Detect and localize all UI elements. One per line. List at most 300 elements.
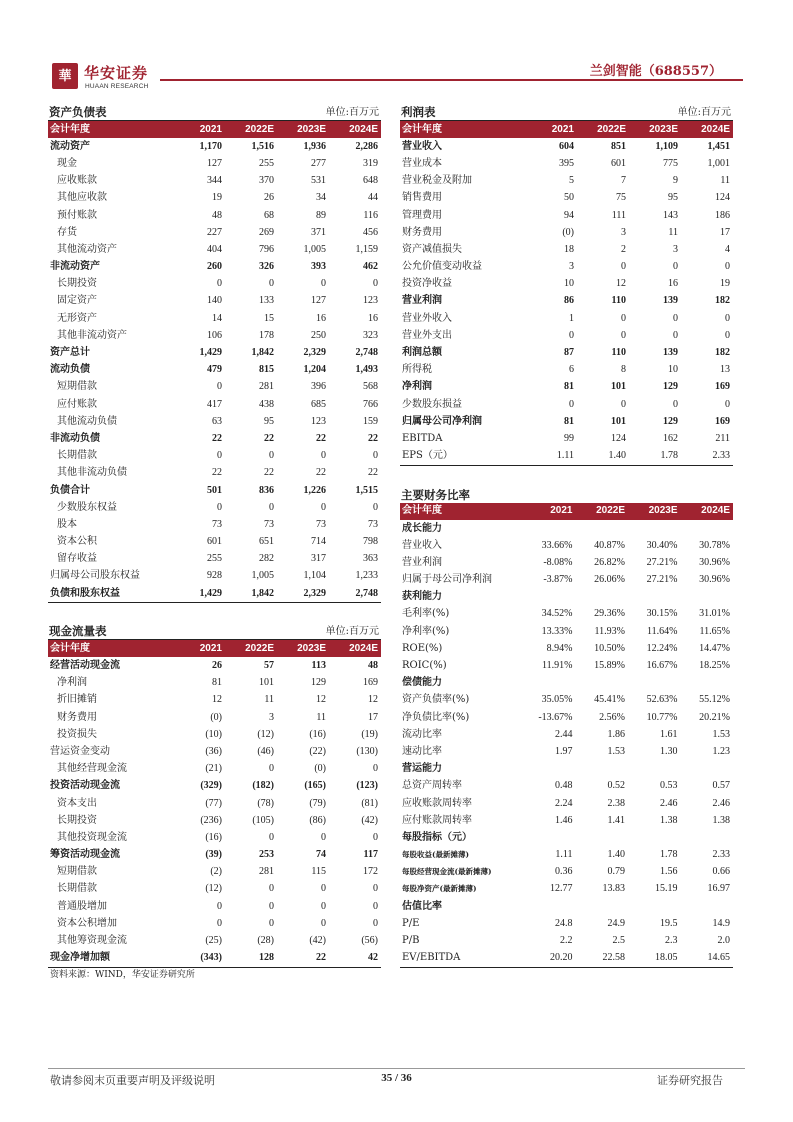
table-cell: 123 <box>311 415 326 427</box>
table-cell: 27.21% <box>646 574 678 586</box>
table-cell: 186 <box>715 209 730 221</box>
row-label: 营运能力 <box>402 763 442 775</box>
row-label: 其他非流动负债 <box>57 467 127 479</box>
row-label: 营运资金变动 <box>50 745 110 757</box>
table-cell: 10.77% <box>646 711 678 723</box>
row-label: 少数股东权益 <box>57 501 117 513</box>
table-cell: 182 <box>715 295 730 307</box>
table-row <box>48 516 381 533</box>
table-cell: 14.47% <box>699 642 730 654</box>
row-label: 资本公积增加 <box>57 917 117 929</box>
table-cell: (56) <box>361 935 378 947</box>
table-cell: 128 <box>225 950 277 968</box>
table-cell: 0.79 <box>607 866 625 878</box>
table-cell: 0.53 <box>660 780 678 792</box>
row-label: 其他流动资产 <box>57 243 117 255</box>
table-cell: 20.20 <box>523 950 576 968</box>
table-cell: 601 <box>611 157 626 169</box>
table-cell: 31.01% <box>699 608 730 620</box>
table-cell: 1.11 <box>525 448 577 466</box>
row-label: 净利润 <box>402 381 432 393</box>
table-cell: 113 <box>311 660 326 672</box>
row-label: 估值比率 <box>402 900 442 912</box>
row-label: 净利润 <box>57 677 87 689</box>
table-cell <box>523 520 576 537</box>
table-cell: 30.96% <box>699 574 730 586</box>
table-row <box>400 589 733 606</box>
table-cell: 12 <box>316 694 326 706</box>
table-row <box>48 778 381 795</box>
table-cell: 12 <box>616 278 626 290</box>
table-cell: (12) <box>257 728 274 740</box>
table-row <box>48 585 381 603</box>
table-cell: 20.21% <box>699 711 730 723</box>
table-cell: 462 <box>363 261 378 273</box>
table-cell: 139 <box>663 295 678 307</box>
table-cell: 87 <box>564 347 574 359</box>
row-label: 其他投资现金流 <box>57 831 127 843</box>
table-row <box>48 448 381 465</box>
row-label: 长期借款 <box>57 883 97 895</box>
table-row <box>48 761 381 778</box>
table-cell: 1,451 <box>707 140 730 152</box>
table-cell: 24.9 <box>607 917 625 929</box>
logo-text-cn: 华安证券 <box>84 64 149 82</box>
table-cell: 250 <box>311 329 326 341</box>
table-cell: 22 <box>277 950 329 968</box>
table-cell <box>523 898 576 915</box>
table-row <box>48 327 381 344</box>
table-cell: (2) <box>210 866 222 878</box>
row-label: 应付账款周转率 <box>402 814 472 826</box>
table-cell: 11.64% <box>647 625 678 637</box>
table-cell <box>628 829 681 846</box>
table-cell: 323 <box>363 329 378 341</box>
column-header: 会计年度 <box>400 503 523 520</box>
table-row <box>48 241 381 258</box>
table-cell: 68 <box>264 209 274 221</box>
table-cell: 2.56% <box>599 711 625 723</box>
header-divider <box>160 79 743 81</box>
table-row <box>400 572 733 589</box>
table-cell: 1.38 <box>712 814 730 826</box>
table-cell: 13.33% <box>541 625 573 637</box>
table-cell: 1.40 <box>577 448 629 466</box>
table-cell: 531 <box>311 175 326 187</box>
table-cell: 260 <box>207 261 222 273</box>
table-cell: (42) <box>309 935 326 947</box>
table-cell: 169 <box>715 381 730 393</box>
table-row <box>400 743 733 760</box>
table-cell: 13.83 <box>602 883 625 895</box>
table-cell <box>681 898 734 915</box>
table-cell: 8.94% <box>546 642 573 654</box>
cash-flow-table <box>48 640 381 968</box>
table-cell: 1,842 <box>225 585 277 603</box>
table-cell: 2.38 <box>607 797 625 809</box>
table-cell: 16 <box>316 312 326 324</box>
table-row <box>400 623 733 640</box>
row-label: 速动比率 <box>402 745 442 757</box>
row-label: 投资活动现金流 <box>50 780 120 792</box>
source-note: 资料来源：WIND，华安证券研究所 <box>50 970 195 980</box>
table-cell: 18.25% <box>699 660 730 672</box>
table-row <box>48 932 381 949</box>
row-label: EPS（元） <box>400 448 525 466</box>
table-cell: 1,493 <box>355 364 378 376</box>
table-row <box>48 898 381 915</box>
table-cell: 601 <box>207 536 222 548</box>
row-label: 其他经营现金流 <box>57 763 127 775</box>
table-row <box>48 413 381 430</box>
table-row <box>48 950 381 968</box>
row-label: 管理费用 <box>402 209 442 221</box>
table-cell: 796 <box>259 243 274 255</box>
table-row <box>48 657 381 674</box>
table-row <box>48 276 381 293</box>
table-row <box>400 537 733 554</box>
table-cell: 12.24% <box>646 642 678 654</box>
table-row <box>400 276 733 293</box>
column-header: 2022E <box>225 121 277 138</box>
table-cell: 42 <box>329 950 381 968</box>
table-cell: 99 <box>564 432 574 444</box>
table-row <box>48 534 381 551</box>
row-label: 短期借款 <box>57 866 97 878</box>
table-row <box>400 864 733 881</box>
table-cell: 22 <box>368 432 378 444</box>
table-cell: 766 <box>363 398 378 410</box>
table-row <box>400 396 733 413</box>
table-cell <box>628 520 681 537</box>
table-header-row <box>400 121 733 138</box>
table-row <box>400 606 733 623</box>
table-cell: 35.05% <box>541 694 573 706</box>
row-label: 无形资产 <box>57 312 97 324</box>
row-label: 应收账款 <box>57 175 97 187</box>
table-cell: 0 <box>373 883 378 895</box>
row-label: 每股净资产(最新摊薄) <box>402 884 477 894</box>
table-cell: 5 <box>569 175 574 187</box>
table-cell: 55.12% <box>699 694 730 706</box>
row-label: 资产总计 <box>50 347 90 359</box>
table-row <box>48 344 381 361</box>
table-cell: 2,329 <box>277 585 329 603</box>
row-label: 每股指标（元） <box>402 831 472 843</box>
table-cell: 26.82% <box>594 556 625 568</box>
table-cell: (42) <box>361 814 378 826</box>
table-cell: 2.24 <box>555 797 573 809</box>
table-cell: 19 <box>212 192 222 204</box>
table-row <box>400 155 733 172</box>
table-cell: 0 <box>269 501 274 513</box>
table-cell: 2,286 <box>355 140 378 152</box>
table-cell: 0 <box>217 450 222 462</box>
table-cell: 45.41% <box>594 694 625 706</box>
column-header: 2021 <box>173 640 225 657</box>
table-row <box>400 448 733 466</box>
table-cell: 10 <box>668 364 678 376</box>
row-label: 总资产周转率 <box>402 780 462 792</box>
table-cell: (0) <box>210 711 222 723</box>
table-cell: 317 <box>311 553 326 565</box>
column-header: 2022E <box>225 640 277 657</box>
table-cell: 1,104 <box>303 570 326 582</box>
table-cell: 370 <box>259 175 274 187</box>
table-cell: 0 <box>217 381 222 393</box>
row-label: 经营活动现金流 <box>50 660 120 672</box>
table-cell: 11 <box>264 694 274 706</box>
table-cell: 6 <box>569 364 574 376</box>
table-cell <box>523 761 576 778</box>
table-cell: 928 <box>207 570 222 582</box>
table-cell: 1,515 <box>355 484 378 496</box>
cash-flow-header <box>48 623 381 640</box>
table-cell: 106 <box>207 329 222 341</box>
table-cell: 73 <box>316 518 326 530</box>
column-header: 2023E <box>629 121 681 138</box>
table-cell: 10 <box>564 278 574 290</box>
table-cell: 1.86 <box>607 728 625 740</box>
column-header: 2023E <box>277 121 329 138</box>
table-cell: 0.52 <box>607 780 625 792</box>
table-cell: 81 <box>212 677 222 689</box>
column-header: 2023E <box>628 503 681 520</box>
row-label: 营业利润 <box>402 556 442 568</box>
table-cell: 89 <box>316 209 326 221</box>
balance-sheet-title: 资产负债表 <box>49 105 107 119</box>
table-cell: 0 <box>321 831 326 843</box>
table-cell: 0 <box>217 278 222 290</box>
table-cell: 24.8 <box>555 917 573 929</box>
row-label: 少数股东损益 <box>402 398 462 410</box>
balance-sheet-header <box>48 104 381 121</box>
row-label: 归属母公司股东权益 <box>50 570 140 582</box>
table-row <box>400 829 733 846</box>
table-cell: 4 <box>725 243 730 255</box>
table-cell: 227 <box>207 226 222 238</box>
table-cell: 16.67% <box>646 660 678 672</box>
table-cell: 1,226 <box>303 484 326 496</box>
table-cell: 94 <box>564 209 574 221</box>
table-cell: 15.89% <box>594 660 625 672</box>
table-cell: 123 <box>363 295 378 307</box>
table-row <box>400 430 733 447</box>
income-statement-header <box>400 104 733 121</box>
table-cell: 714 <box>311 536 326 548</box>
row-label: 营业利润 <box>402 295 442 307</box>
table-cell: 30.40% <box>646 539 678 551</box>
table-cell: 1,109 <box>655 140 678 152</box>
table-cell: 648 <box>363 175 378 187</box>
row-label: 非流动资产 <box>50 261 100 273</box>
table-row <box>48 829 381 846</box>
table-row <box>400 692 733 709</box>
table-cell <box>576 829 629 846</box>
row-label: 营业收入 <box>402 140 442 152</box>
table-row <box>400 554 733 571</box>
table-cell: 1.40 <box>607 849 625 861</box>
table-cell <box>681 829 734 846</box>
table-cell: 255 <box>207 553 222 565</box>
table-cell: 12 <box>368 694 378 706</box>
table-cell: 2,329 <box>303 347 326 359</box>
table-row <box>400 675 733 692</box>
table-cell: 255 <box>259 157 274 169</box>
table-cell: 0 <box>321 900 326 912</box>
table-row <box>400 795 733 812</box>
logo-text-en: HUAAN RESEARCH <box>85 83 149 90</box>
table-cell: 371 <box>311 226 326 238</box>
row-label: 负债和股东权益 <box>48 585 173 603</box>
table-row <box>400 207 733 224</box>
table-cell <box>628 675 681 692</box>
column-header: 2024E <box>681 121 733 138</box>
table-cell: 393 <box>311 261 326 273</box>
table-cell: 456 <box>363 226 378 238</box>
table-cell: 1,429 <box>173 585 225 603</box>
row-label: 投资损失 <box>57 728 97 740</box>
table-cell: 22.58 <box>576 950 629 968</box>
table-cell <box>576 898 629 915</box>
table-cell <box>628 898 681 915</box>
table-cell: 775 <box>663 157 678 169</box>
row-label: 资本公积 <box>57 536 97 548</box>
table-cell: 30.15% <box>646 608 678 620</box>
table-cell: 2.5 <box>612 935 625 947</box>
table-cell <box>523 589 576 606</box>
row-label: 营业收入 <box>402 539 442 551</box>
table-cell: 143 <box>663 209 678 221</box>
row-label: ROE(%) <box>402 642 443 654</box>
table-cell: 1,204 <box>303 364 326 376</box>
table-row <box>400 778 733 795</box>
table-cell: 48 <box>368 660 378 672</box>
table-cell: 395 <box>559 157 574 169</box>
table-cell: (36) <box>205 745 222 757</box>
column-header: 会计年度 <box>48 121 173 138</box>
row-label: 营业成本 <box>402 157 442 169</box>
table-header-row <box>48 640 381 657</box>
table-row <box>48 207 381 224</box>
table-row <box>400 327 733 344</box>
table-cell: 1.78 <box>629 448 681 466</box>
row-label: 利润总额 <box>402 347 442 359</box>
table-cell: 75 <box>616 192 626 204</box>
row-label: 应付账款 <box>57 398 97 410</box>
table-cell: 52.63% <box>646 694 678 706</box>
table-row <box>48 743 381 760</box>
table-cell <box>576 761 629 778</box>
table-row <box>48 847 381 864</box>
table-cell: 3 <box>569 261 574 273</box>
table-cell: (10) <box>205 728 222 740</box>
table-cell: 0 <box>373 278 378 290</box>
table-cell <box>681 520 734 537</box>
table-cell: 129 <box>663 415 678 427</box>
ratios-header <box>400 486 733 503</box>
row-label: 资产负债率(%) <box>402 694 470 706</box>
table-row <box>48 293 381 310</box>
table-cell: 0 <box>621 261 626 273</box>
footer-divider <box>48 1068 745 1069</box>
table-cell: 19.5 <box>660 917 678 929</box>
table-cell: 0 <box>569 329 574 341</box>
table-cell: 22 <box>316 467 326 479</box>
table-row <box>48 482 381 499</box>
table-cell: 11 <box>316 711 326 723</box>
row-label: 归属于母公司净利润 <box>402 574 492 586</box>
table-cell <box>523 675 576 692</box>
table-cell: 0 <box>373 900 378 912</box>
row-label: 资本支出 <box>57 797 97 809</box>
row-label: 其他应收款 <box>57 192 107 204</box>
table-cell: 1,429 <box>199 347 222 359</box>
table-cell: -8.08% <box>543 556 573 568</box>
table-cell: 0 <box>621 312 626 324</box>
table-cell: 95 <box>668 192 678 204</box>
table-cell <box>628 589 681 606</box>
table-cell: 0 <box>217 501 222 513</box>
table-cell: 48 <box>212 209 222 221</box>
table-cell: 651 <box>259 536 274 548</box>
table-cell: 0 <box>373 501 378 513</box>
row-label: 净负债比率(%) <box>402 711 470 723</box>
table-cell: (86) <box>309 814 326 826</box>
table-cell: (21) <box>205 763 222 775</box>
column-header: 2021 <box>523 503 576 520</box>
table-cell: 33.66% <box>541 539 573 551</box>
table-row <box>48 155 381 172</box>
table-cell: 110 <box>611 347 626 359</box>
row-label: 股本 <box>57 518 77 530</box>
table-cell: 798 <box>363 536 378 548</box>
table-cell: 0 <box>321 917 326 929</box>
table-cell: 7 <box>621 175 626 187</box>
table-cell: (28) <box>257 935 274 947</box>
table-cell: 101 <box>611 415 626 427</box>
table-cell: 404 <box>207 243 222 255</box>
column-header: 2024E <box>329 121 381 138</box>
row-label: EV/EBITDA <box>400 950 523 968</box>
table-cell: 81 <box>564 415 574 427</box>
table-cell <box>576 520 629 537</box>
table-cell: 1,159 <box>355 243 378 255</box>
row-label: 营业外支出 <box>402 329 452 341</box>
income-statement-title: 利润表 <box>401 105 436 119</box>
table-cell: 111 <box>611 209 626 221</box>
table-cell: 101 <box>259 677 274 689</box>
table-cell: 15 <box>264 312 274 324</box>
row-label: 毛利率(%) <box>402 608 450 620</box>
table-cell: 1.53 <box>712 728 730 740</box>
table-cell: 1.11 <box>555 849 573 861</box>
table-cell: 124 <box>611 432 626 444</box>
row-label: 长期投资 <box>57 814 97 826</box>
row-label: 流动比率 <box>402 728 442 740</box>
table-row <box>48 709 381 726</box>
table-cell: (105) <box>252 814 274 826</box>
table-row <box>48 675 381 692</box>
table-cell: 116 <box>363 209 378 221</box>
table-cell: (182) <box>252 780 274 792</box>
table-cell: 1.38 <box>660 814 678 826</box>
row-label: 获利能力 <box>402 591 442 603</box>
table-cell: 281 <box>259 866 274 878</box>
row-label: 应收账款周转率 <box>402 797 472 809</box>
table-row <box>400 310 733 327</box>
table-cell: 1.41 <box>607 814 625 826</box>
